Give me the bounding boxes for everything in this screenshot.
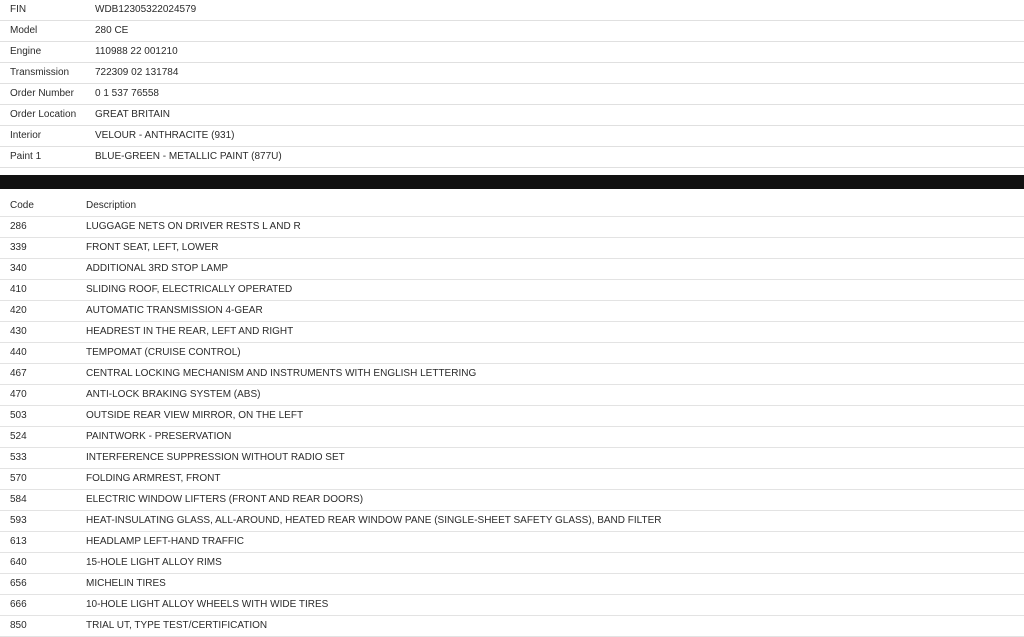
code-cell: 570 bbox=[10, 473, 27, 484]
code-cell: 593 bbox=[10, 515, 27, 526]
code-cell: 440 bbox=[10, 347, 27, 358]
description-cell: LUGGAGE NETS ON DRIVER RESTS L AND R bbox=[86, 221, 301, 232]
code-cell: 613 bbox=[10, 536, 27, 547]
description-cell: ELECTRIC WINDOW LIFTERS (FRONT AND REAR DOORS) bbox=[86, 494, 364, 505]
description-cell: ADDITIONAL 3RD STOP LAMP bbox=[86, 263, 229, 274]
info-label: FIN bbox=[10, 4, 27, 15]
description-cell: ANTI-LOCK BRAKING SYSTEM (ABS) bbox=[86, 389, 261, 400]
description-cell: FOLDING ARMREST, FRONT bbox=[86, 473, 221, 484]
table-row bbox=[0, 259, 1024, 280]
description-cell: TEMPOMAT (CRUISE CONTROL) bbox=[86, 347, 241, 358]
option-codes-table bbox=[0, 196, 1024, 637]
description-cell: CENTRAL LOCKING MECHANISM AND INSTRUMENTS WITH ENGLISH LETTERING bbox=[86, 368, 477, 379]
code-cell: 339 bbox=[10, 242, 27, 253]
info-value: WDB12305322024579 bbox=[95, 4, 197, 15]
table-row bbox=[0, 574, 1024, 595]
description-cell: PAINTWORK - PRESERVATION bbox=[86, 431, 232, 442]
table-row bbox=[0, 364, 1024, 385]
table-row bbox=[0, 280, 1024, 301]
column-header-description: Description bbox=[86, 200, 137, 211]
table-row bbox=[0, 385, 1024, 406]
description-cell: FRONT SEAT, LEFT, LOWER bbox=[86, 242, 219, 253]
description-cell: AUTOMATIC TRANSMISSION 4-GEAR bbox=[86, 305, 263, 316]
info-value: VELOUR - ANTHRACITE (931) bbox=[95, 130, 235, 141]
code-cell: 656 bbox=[10, 578, 27, 589]
info-value: 0 1 537 76558 bbox=[95, 88, 159, 99]
table-row bbox=[0, 595, 1024, 616]
table-row bbox=[0, 427, 1024, 448]
code-cell: 640 bbox=[10, 557, 27, 568]
column-header-code: Code bbox=[10, 200, 34, 211]
table-row bbox=[0, 301, 1024, 322]
table-row bbox=[0, 126, 1024, 147]
vehicle-info-body bbox=[0, 0, 1024, 168]
table-row bbox=[0, 84, 1024, 105]
info-value: 280 CE bbox=[95, 25, 129, 36]
info-value: 110988 22 001210 bbox=[95, 46, 178, 57]
code-cell: 340 bbox=[10, 263, 27, 274]
code-cell: 850 bbox=[10, 620, 27, 631]
table-row bbox=[0, 511, 1024, 532]
section-divider-band bbox=[0, 175, 1024, 189]
info-value: GREAT BRITAIN bbox=[95, 109, 171, 120]
table-row bbox=[0, 553, 1024, 574]
table-row bbox=[0, 343, 1024, 364]
info-label: Model bbox=[10, 25, 38, 36]
table-row bbox=[0, 63, 1024, 84]
table-header-row bbox=[0, 196, 1024, 217]
table-row bbox=[0, 532, 1024, 553]
table-row bbox=[0, 105, 1024, 126]
table-row bbox=[0, 406, 1024, 427]
option-codes-body bbox=[0, 217, 1024, 637]
table-row bbox=[0, 0, 1024, 21]
code-cell: 503 bbox=[10, 410, 27, 421]
table-row bbox=[0, 616, 1024, 637]
description-cell: MICHELIN TIRES bbox=[86, 578, 166, 589]
option-codes-head bbox=[0, 196, 1024, 217]
info-label: Transmission bbox=[10, 67, 70, 78]
table-row bbox=[0, 217, 1024, 238]
table-row bbox=[0, 147, 1024, 168]
description-cell: HEADLAMP LEFT-HAND TRAFFIC bbox=[86, 536, 244, 547]
description-cell: HEADREST IN THE REAR, LEFT AND RIGHT bbox=[86, 326, 294, 337]
description-cell: TRIAL UT, TYPE TEST/CERTIFICATION bbox=[86, 620, 268, 631]
table-row bbox=[0, 42, 1024, 63]
table-row bbox=[0, 322, 1024, 343]
code-cell: 666 bbox=[10, 599, 27, 610]
code-cell: 467 bbox=[10, 368, 27, 379]
code-cell: 430 bbox=[10, 326, 27, 337]
description-cell: 10-HOLE LIGHT ALLOY WHEELS WITH WIDE TIRES bbox=[86, 599, 329, 610]
description-cell: OUTSIDE REAR VIEW MIRROR, ON THE LEFT bbox=[86, 410, 304, 421]
description-cell: 15-HOLE LIGHT ALLOY RIMS bbox=[86, 557, 222, 568]
info-value: 722309 02 131784 bbox=[95, 67, 179, 78]
code-cell: 470 bbox=[10, 389, 27, 400]
info-label: Engine bbox=[10, 46, 42, 57]
table-row bbox=[0, 448, 1024, 469]
table-row bbox=[0, 238, 1024, 259]
code-cell: 286 bbox=[10, 221, 27, 232]
info-label: Order Location bbox=[10, 109, 77, 120]
table-row bbox=[0, 490, 1024, 511]
code-cell: 524 bbox=[10, 431, 27, 442]
info-label: Paint 1 bbox=[10, 151, 42, 162]
info-label: Order Number bbox=[10, 88, 74, 99]
section-gap-lower bbox=[0, 189, 1024, 196]
description-cell: INTERFERENCE SUPPRESSION WITHOUT RADIO SET bbox=[86, 452, 345, 463]
code-cell: 420 bbox=[10, 305, 27, 316]
code-cell: 584 bbox=[10, 494, 27, 505]
section-gap bbox=[0, 168, 1024, 175]
table-row bbox=[0, 21, 1024, 42]
info-label: Interior bbox=[10, 130, 42, 141]
table-row bbox=[0, 469, 1024, 490]
description-cell: SLIDING ROOF, ELECTRICALLY OPERATED bbox=[86, 284, 293, 295]
code-cell: 533 bbox=[10, 452, 27, 463]
code-cell: 410 bbox=[10, 284, 27, 295]
info-value: BLUE-GREEN - METALLIC PAINT (877U) bbox=[95, 151, 282, 162]
description-cell: HEAT-INSULATING GLASS, ALL-AROUND, HEATED REAR WINDOW PANE (SINGLE-SHEET SAFETY GLASS), BAND FILTER bbox=[86, 515, 662, 526]
vehicle-info-table bbox=[0, 0, 1024, 168]
